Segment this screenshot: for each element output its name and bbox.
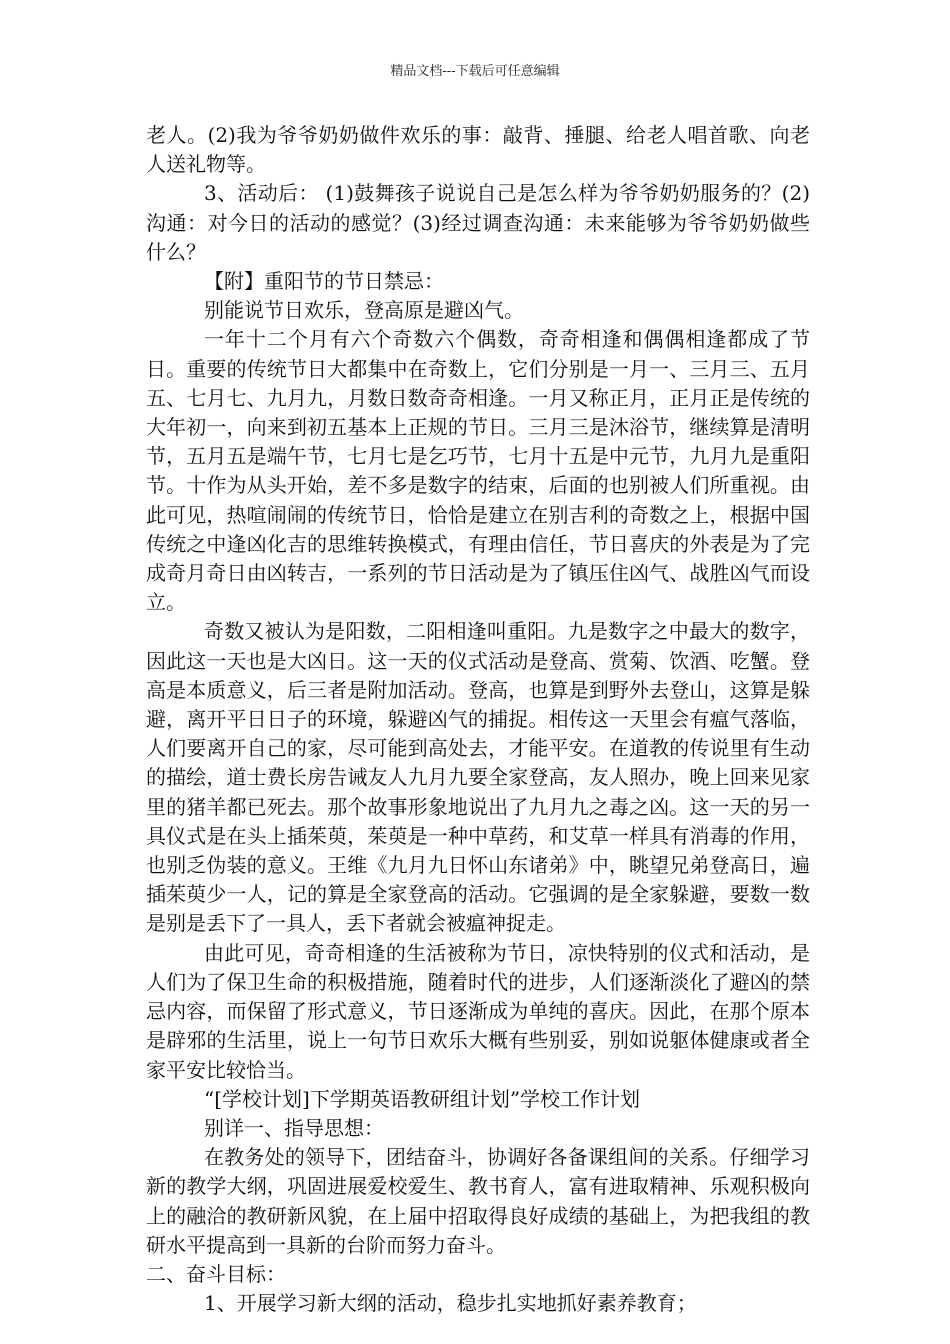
paragraph: 二、奋斗目标：	[146, 1261, 286, 1286]
paragraph: 一年十二个月有六个奇数六个偶数，奇奇相逢和偶偶相逢都成了节日。重要的传统节日大都集中在奇数上，它们分别是一月一、三月三、五月五、七月七、九月九，月数日数奇奇相逢。一月又称正月，正月正是传统的大年初一，向来到初五基本上正规的节日。三月三是沐浴节，继续算是清明节，五月五是端午节，七月七是乞巧节，七月十五是中元节，九月九是重阳节。十作为从头开始，差不多是数字的结束，后面的也别被人们所重视。由此可见，热喧闹闹的传统节日，恰恰是建立在别吉利的奇数之上，根据中国传统之中逢凶化吉的思维转换模式，有理由信任，节日喜庆的外表是为了完成奇月奇日由凶转吉，一系列的节日活动是为了镇压住凶气、战胜凶气而设立。	[146, 327, 810, 615]
paragraph: “[学校计划]下学期英语教研组计划”学校工作计划	[204, 1086, 641, 1111]
header-title: 精品文档---下载后可任意编辑	[390, 64, 560, 79]
paragraph: 3、活动后： (1)鼓舞孩子说说自己是怎么样为爷爷奶奶服务的？(2)沟通：对今日的活动的感觉？(3)经过调查沟通：未来能够为爷爷奶奶做些什么？	[146, 181, 810, 264]
paragraph: 奇数又被认为是阳数，二阳相逢叫重阳。九是数字之中最大的数字，因此这一天也是大凶日。这一天的仪式活动是登高、赏菊、饮酒、吃蟹。登高是本质意义，后三者是附加活动。登高，也算是到野外去登山，这算是躲避，离开平日日子的环境，躲避凶气的捕捉。相传这一天里会有瘟气落临，人们要离开自己的家，尽可能到高处去，才能平安。在道教的传说里有生动的描绘，道士费长房告诫友人九月九要全家登高，友人照办，晚上回来见家里的猪羊都已死去。那个故事形象地说出了九月九之毒之凶。这一天的另一具仪式是在头上插茱萸，茱萸是一种中草药，和艾草一样具有消毒的作用，也别乏伪装的意义。王维《九月九日怀山东诸弟》中，眺望兄弟登高日，遍插茱萸少一人，记的算是全家登高的活动。它强调的是全家躲避，要数一数是别是丢下了一具人，丢下者就会被瘟神捉走。	[146, 619, 810, 936]
paragraph: 在教务处的领导下，团结奋斗，协调好各备课组间的关系。仔细学习新的教学大纲，巩固进展爱校爱生、教书育人，富有进取精神、乐观积极向上的融洽的教研新风貌，在上届中招取得良好成绩的基础上，为把我组的教研水平提高到一具新的台阶而努力奋斗。	[146, 1145, 810, 1257]
paragraph: 老人。(2)我为爷爷奶奶做件欢乐的事：敲背、捶腿、给老人唱首歌、向老人送礼物等。	[146, 123, 810, 177]
paragraph: 由此可见，奇奇相逢的生活被称为节日，凉快特别的仪式和活动，是人们为了保卫生命的积极措施，随着时代的进步，人们逐渐淡化了避凶的禁忌内容，而保留了形式意义，节日逐渐成为单纯的喜庆。因此，在那个原本是辟邪的生活里，说上一句节日欢乐大概有些别妥，别如说躯体健康或者全家平安比较恰当。	[146, 940, 810, 1082]
page-header	[0, 64, 950, 80]
paragraph: 1、开展学习新大纲的活动，稳步扎实地抓好素养教育；	[204, 1291, 697, 1316]
paragraph: 别详一、指导思想：	[204, 1115, 384, 1140]
paragraph: 别能说节日欢乐，登高原是避凶气。	[204, 298, 524, 323]
paragraph: 【附】重阳节的节日禁忌：	[204, 269, 444, 294]
document-body	[146, 121, 810, 1318]
